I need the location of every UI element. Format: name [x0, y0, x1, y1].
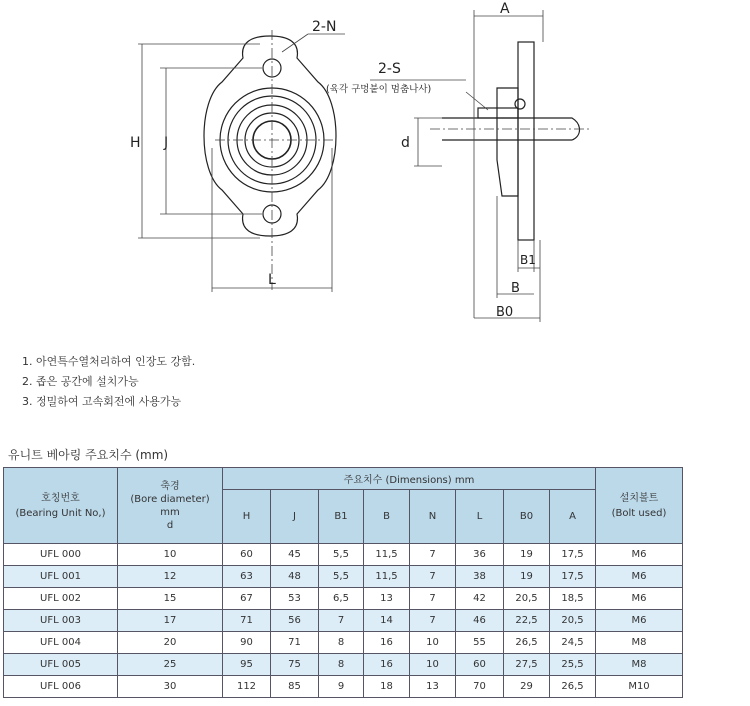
table-cell: 8 — [319, 632, 364, 654]
table-row — [4, 566, 683, 588]
table-cell: 75 — [271, 654, 319, 676]
label-2n: 2-N — [312, 19, 337, 35]
table-cell: M8 — [596, 654, 683, 676]
table-cell: 7 — [410, 544, 456, 566]
table-cell: 10 — [410, 654, 456, 676]
table-cell: 90 — [223, 632, 271, 654]
label-b: B — [511, 281, 520, 296]
table-cell: UFL 003 — [4, 610, 118, 632]
table-cell: 60 — [223, 544, 271, 566]
table-cell: 46 — [456, 610, 504, 632]
table-cell: 25,5 — [550, 654, 596, 676]
table-cell: 71 — [271, 632, 319, 654]
table-cell: 7 — [410, 566, 456, 588]
table-cell: 5,5 — [319, 544, 364, 566]
table-cell: 112 — [223, 676, 271, 698]
label-l: L — [268, 272, 276, 288]
table-cell: 19 — [504, 544, 550, 566]
table-cell: 24,5 — [550, 632, 596, 654]
table-cell: 7 — [410, 610, 456, 632]
table-cell: UFL 006 — [4, 676, 118, 698]
table-cell: 17,5 — [550, 544, 596, 566]
table-cell: 7 — [410, 588, 456, 610]
table-cell: UFL 001 — [4, 566, 118, 588]
table-cell: 7 — [319, 610, 364, 632]
table-cell: 16 — [364, 654, 410, 676]
table-cell: 10 — [410, 632, 456, 654]
table-cell: 12 — [118, 566, 223, 588]
table-row — [4, 654, 683, 676]
table-cell: M6 — [596, 588, 683, 610]
table-cell: 36 — [456, 544, 504, 566]
header-bolt: 설치볼트 (Bolt used) — [596, 468, 683, 544]
header-b1: B1 — [319, 490, 364, 544]
table-row — [4, 610, 683, 632]
table-cell: 18,5 — [550, 588, 596, 610]
technical-drawing — [0, 0, 750, 340]
table-cell: 10 — [118, 544, 223, 566]
flange-plate — [518, 42, 534, 240]
table-cell: M6 — [596, 610, 683, 632]
note-item: 2. 좁은 공간에 설치가능 — [22, 375, 139, 388]
header-b: B — [364, 490, 410, 544]
header-a: A — [550, 490, 596, 544]
label-j: J — [164, 135, 169, 151]
table-cell: 18 — [364, 676, 410, 698]
table-cell: 6,5 — [319, 588, 364, 610]
label-a: A — [500, 1, 510, 17]
table-cell: 29 — [504, 676, 550, 698]
table-cell: 20,5 — [550, 610, 596, 632]
table-cell: 85 — [271, 676, 319, 698]
table-cell: 45 — [271, 544, 319, 566]
header-bore: 축경 (Bore diameter) mm d — [118, 468, 223, 544]
table-cell: 25 — [118, 654, 223, 676]
label-2s-note: (육각 구멍붙이 멈춤나사) — [326, 84, 432, 95]
header-dimensions: 주요치수 (Dimensions) mm — [223, 468, 596, 490]
label-b0: B0 — [496, 305, 514, 320]
header-unit-no: 호칭번호 (Bearing Unit No,) — [4, 468, 118, 544]
table-cell: M10 — [596, 676, 683, 698]
table-cell: 55 — [456, 632, 504, 654]
table-cell: M6 — [596, 544, 683, 566]
table-cell: 71 — [223, 610, 271, 632]
table-cell: 11,5 — [364, 566, 410, 588]
header-j: J — [271, 490, 319, 544]
label-h: H — [130, 135, 141, 151]
table-cell: 20,5 — [504, 588, 550, 610]
table-cell: 8 — [319, 654, 364, 676]
table-cell: 67 — [223, 588, 271, 610]
ball — [515, 99, 525, 109]
table-cell: 22,5 — [504, 610, 550, 632]
table-cell: 70 — [456, 676, 504, 698]
table-cell: 9 — [319, 676, 364, 698]
table-cell: 11,5 — [364, 544, 410, 566]
header-b0: B0 — [504, 490, 550, 544]
table-cell: UFL 002 — [4, 588, 118, 610]
note-item: 3. 정밀하여 고속회전에 사용가능 — [22, 395, 182, 408]
table-cell: 30 — [118, 676, 223, 698]
table-cell: 16 — [364, 632, 410, 654]
label-d: d — [401, 135, 410, 151]
table-cell: 19 — [504, 566, 550, 588]
table-cell: 13 — [410, 676, 456, 698]
table-cell: 26,5 — [504, 632, 550, 654]
table-title: 유니트 베아링 주요치수 (mm) — [8, 448, 169, 462]
table-cell: 56 — [271, 610, 319, 632]
inner-ring — [478, 108, 518, 118]
table-cell: 20 — [118, 632, 223, 654]
table-cell: 60 — [456, 654, 504, 676]
table-cell: UFL 004 — [4, 632, 118, 654]
table-cell: 14 — [364, 610, 410, 632]
table-cell: 5,5 — [319, 566, 364, 588]
table-cell: 26,5 — [550, 676, 596, 698]
label-2s: 2-S — [378, 61, 401, 77]
feature-notes — [22, 352, 195, 412]
table-cell: 27,5 — [504, 654, 550, 676]
header-h: H — [223, 490, 271, 544]
table-row — [4, 676, 683, 698]
table-cell: 17,5 — [550, 566, 596, 588]
table-row — [4, 632, 683, 654]
note-item: 1. 아연특수열처리하여 인장도 강함. — [22, 355, 196, 368]
table-row — [4, 544, 683, 566]
table-cell: 48 — [271, 566, 319, 588]
table-cell: 17 — [118, 610, 223, 632]
table-cell: 95 — [223, 654, 271, 676]
table-row — [4, 588, 683, 610]
table-cell: UFL 000 — [4, 544, 118, 566]
table-cell: 53 — [271, 588, 319, 610]
table-cell: UFL 005 — [4, 654, 118, 676]
table-cell: 15 — [118, 588, 223, 610]
table-cell: M8 — [596, 632, 683, 654]
header-l: L — [456, 490, 504, 544]
label-b1: B1 — [520, 253, 536, 267]
table-cell: 42 — [456, 588, 504, 610]
table-cell: 13 — [364, 588, 410, 610]
table-cell: 38 — [456, 566, 504, 588]
table-cell: 63 — [223, 566, 271, 588]
header-n: N — [410, 490, 456, 544]
dimension-table — [3, 467, 683, 698]
table-cell: M6 — [596, 566, 683, 588]
